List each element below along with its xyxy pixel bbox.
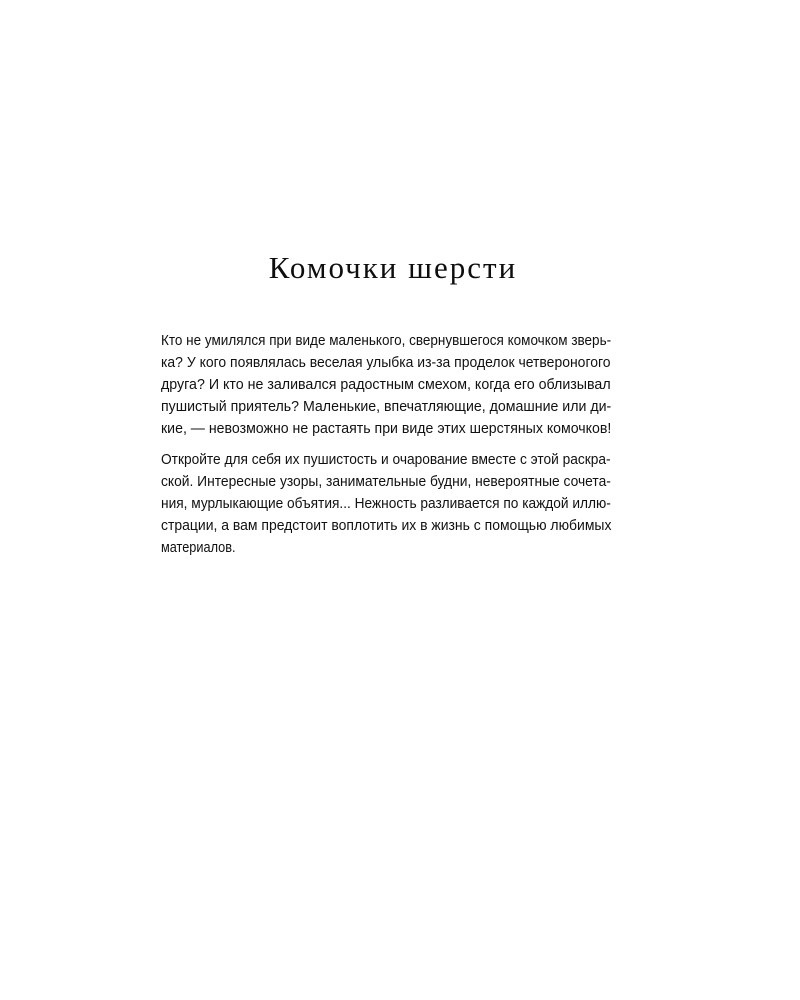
text-line: Откройте для себя их пушистость и очарование вместе с этой раскра- <box>161 452 611 468</box>
paragraph-2 <box>161 449 611 559</box>
text-line: ния, мурлыкающие объятия... Нежность разливается по каждой иллю- <box>161 496 611 512</box>
text-line: материалов. <box>161 540 236 556</box>
text-line: пушистый приятель? Маленькие, впечатляющие, домашние или ди- <box>161 399 612 415</box>
text-line: ка? У кого появлялась веселая улыбка из-за проделок четвероногого <box>161 355 611 371</box>
text-line: Кто не умилялся при виде маленького, свернувшегося комочком зверь- <box>161 333 612 349</box>
text-line: страции, а вам предстоит воплотить их в жизнь с помощью любимых <box>161 518 612 534</box>
text-line: ской. Интересные узоры, занимательные будни, невероятные сочета- <box>161 474 611 490</box>
paragraph-1 <box>161 330 611 440</box>
text-line: друга? И кто не заливался радостным смехом, когда его облизывал <box>161 377 611 393</box>
paragraph-spacer <box>161 440 611 449</box>
page-title: Комочки шерсти <box>268 250 518 285</box>
body-text <box>161 330 611 559</box>
text-line: кие, — невозможно не растаять при виде этих шерстяных комочков! <box>161 421 612 437</box>
